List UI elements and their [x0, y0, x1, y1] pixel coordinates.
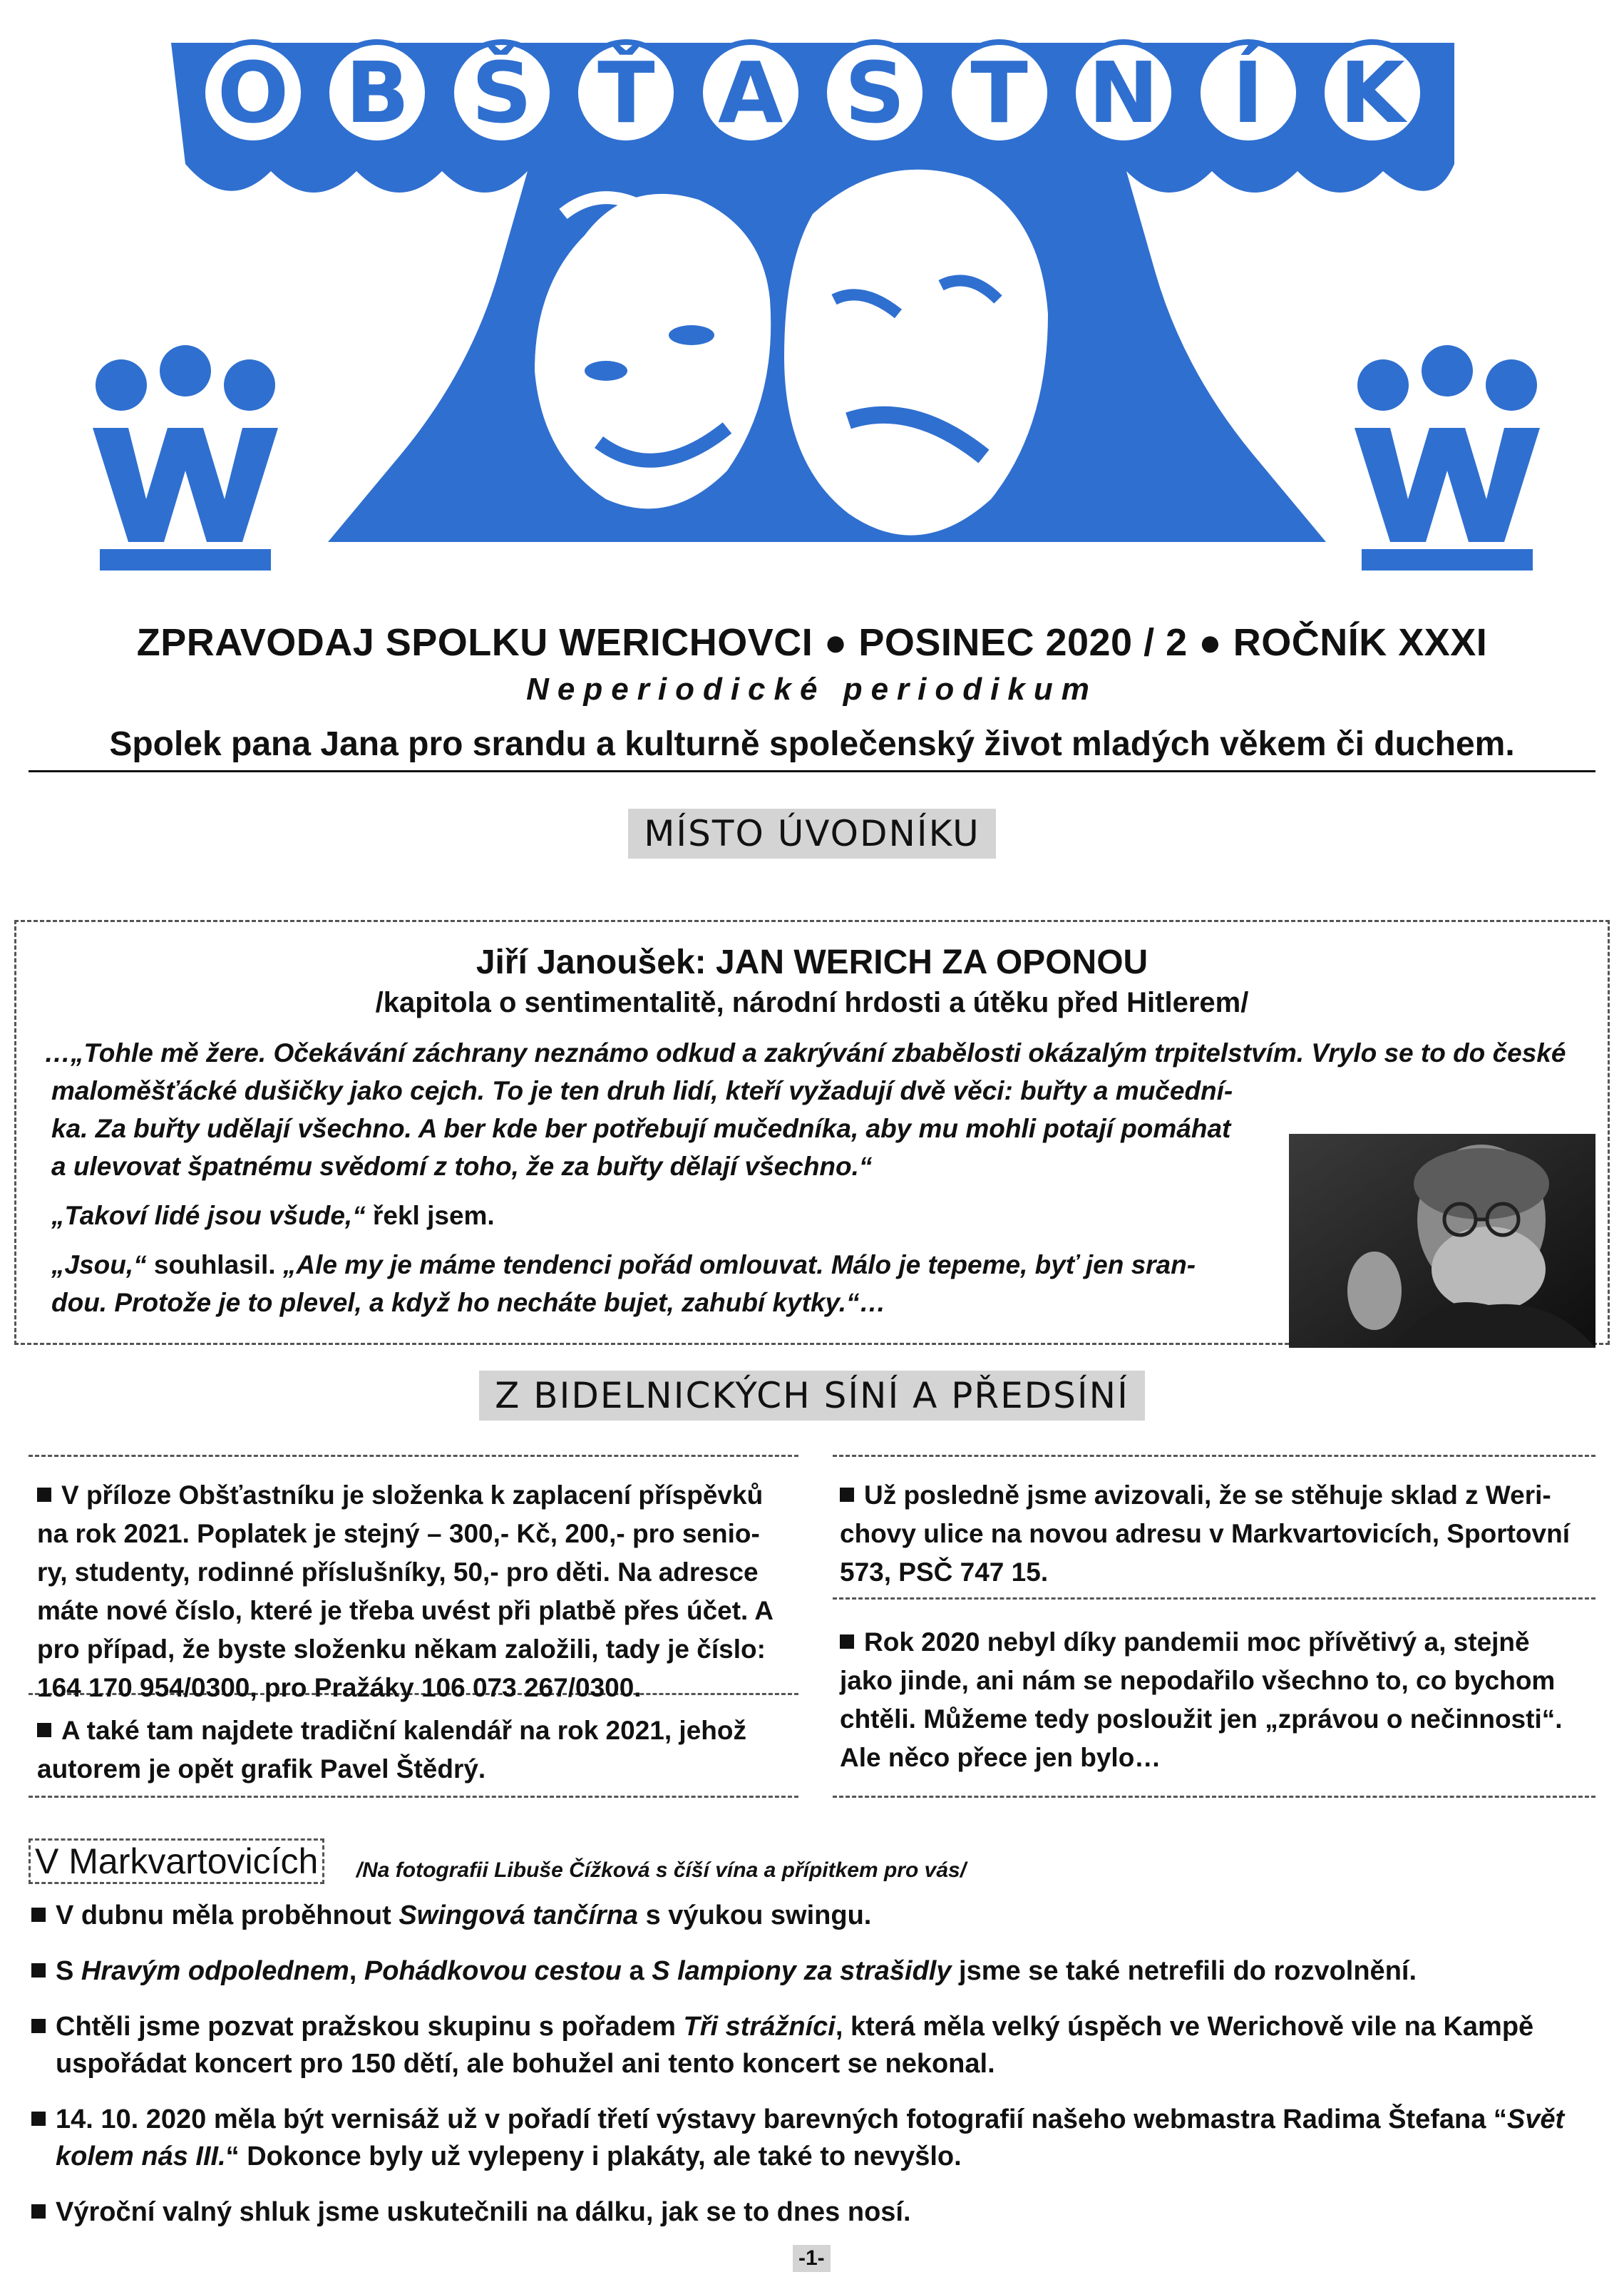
list-item — [31, 2008, 1600, 2082]
text-span: A také tam najdete tradiční kalendář na rok 2021, jehož — [61, 1716, 746, 1745]
quote-line: ka. Za buřty udělají všechno. A ber kde ber potřebují mučedníka, aby mu mohli potají pomáhat — [51, 1114, 1231, 1143]
title-letter: O — [200, 39, 307, 146]
text-line: na rok 2021. Poplatek je stejný – 300,- Kč, 200,- pro senio- — [37, 1519, 760, 1548]
title-letter: S — [821, 39, 928, 146]
text-span: Chtěli jsme pozvat pražskou skupinu s pořadem — [56, 2012, 684, 2042]
quote-line: dou. Protože je to plevel, a když ho necháte bujet, zahubí kytky.“… — [51, 1288, 886, 1317]
text-span: , která měla velký úspěch ve Werichově vile na Kampě — [835, 2012, 1534, 2042]
quote-italic: „Takoví lidé jsou všude,“ — [51, 1201, 366, 1230]
text-line: uspořádat koncert pro 150 dětí, ale bohužel ani tento koncert se nekonal. — [56, 2049, 995, 2079]
title-letter: B — [324, 39, 431, 146]
quote-plain: řekl jsem. — [365, 1201, 495, 1230]
section-heading: Z BIDELNICKÝCH SÍNÍ A PŘEDSÍNÍ — [479, 1371, 1145, 1421]
text-span: “ Dokonce byly už vylepeny i plakáty, ale také to nevyšlo. — [225, 2142, 962, 2171]
square-bullet-icon — [37, 1488, 51, 1502]
text-span: S lampiony za strašidly — [652, 1956, 952, 1986]
divider — [833, 1796, 1595, 1798]
title-letter: N — [1070, 39, 1177, 146]
square-bullet-icon — [31, 2112, 46, 2126]
title-letter: T — [946, 39, 1053, 146]
quote-italic: „Ale my je máme tendenci pořád omlouvat. Málo je tepeme, byť jen sran- — [282, 1250, 1196, 1279]
quote-line: a ulevovat špatnému svědomí z toho, že za buřty dělají všechno.“ — [51, 1152, 873, 1181]
square-bullet-icon — [37, 1723, 51, 1737]
text-span: Hravým odpolednem — [81, 1956, 349, 1986]
list-item — [31, 1897, 1600, 1934]
title-letter: Í — [1195, 39, 1302, 146]
text-span: Swingová tančírna — [399, 1900, 639, 1930]
text-line: chtěli. Můžeme tedy posloužit jen „zprávou o nečinnosti“. — [840, 1704, 1563, 1734]
divider — [29, 1455, 798, 1457]
text-line: 573, PSČ 747 15. — [840, 1557, 1049, 1587]
list-item — [31, 2194, 1600, 2231]
portrait-photo — [1289, 1134, 1595, 1348]
portrait-photo-image — [1289, 1134, 1595, 1348]
text-line — [31, 2138, 1600, 2175]
divider — [29, 1796, 798, 1798]
w-logo-right-icon — [1355, 345, 1540, 570]
text-span: S — [56, 1956, 81, 1986]
square-bullet-icon — [31, 1963, 46, 1977]
text-span: Už posledně jsme avizovali, že se stěhuje sklad z Weri- — [864, 1480, 1551, 1510]
list-item — [31, 2101, 1600, 2175]
divider — [833, 1597, 1595, 1600]
text-line — [31, 2101, 1600, 2138]
page-number: -1- — [793, 2245, 831, 2272]
text-span: Tři strážníci — [683, 2012, 836, 2042]
quote-line: maloměšťácké dušičky jako cejch. To je ten druh lidí, kteří vyžadují dvě věci: buřty a mučední- — [51, 1076, 1233, 1105]
text-line — [37, 1712, 793, 1750]
text-line: 164 170 954/0300, pro Pražáky 106 073 267/0300. — [37, 1673, 642, 1702]
divider — [833, 1455, 1595, 1457]
text-line: autorem je opět grafik Pavel Štědrý. — [37, 1754, 486, 1784]
text-span: Výroční valný shluk jsme uskutečnili na dálku, jak se to dnes nosí. — [56, 2197, 911, 2227]
title-letter: Š — [448, 39, 555, 146]
text-line: pro případ, že byste složenku někam založili, tady je číslo: — [37, 1634, 766, 1664]
text-line: Ale něco přece jen bylo… — [840, 1743, 1161, 1772]
w-logo-left-icon — [93, 345, 278, 570]
text-span: 14. 10. 2020 měla být vernisáž už v pořadí třetí výstavy barevných fotografií našeho webmastra Radima Štefana “ — [56, 2104, 1507, 2134]
quote-plain: souhlasil. — [146, 1250, 283, 1279]
right-column-item — [840, 1476, 1595, 1592]
text-span: Svět — [1506, 2104, 1565, 2134]
text-line — [37, 1476, 793, 1515]
text-span: V příloze Obšťastníku je složenka k zaplacení příspěvků — [61, 1480, 764, 1510]
title-letter: Ť — [572, 39, 679, 146]
text-span: kolem nás III. — [56, 2142, 226, 2171]
masthead-title — [200, 29, 1426, 157]
section-heading: V Markvartovicích — [29, 1838, 324, 1884]
article-title: Jiří Janoušek: JAN WERICH ZA OPONOU — [476, 943, 1148, 981]
newsletter-subtitle: ZPRAVODAJ SPOLKU WERICHOVCI ● POSINEC 2020 / 2 ● ROČNÍK XXXI — [136, 621, 1488, 664]
title-letter: K — [1319, 39, 1426, 146]
text-line: ry, studenty, rodinné příslušníky, 50,- pro děti. Na adresce — [37, 1557, 759, 1587]
markvartovice-heading-row — [29, 1838, 966, 1884]
left-column-item — [37, 1712, 793, 1789]
section-heading-wrap — [0, 1375, 1624, 1416]
square-bullet-icon — [31, 2019, 46, 2033]
text-line: máte nové číslo, které je třeba uvést při platbě přes účet. A — [37, 1596, 774, 1625]
text-line — [840, 1476, 1595, 1515]
section-heading: MÍSTO ÚVODNÍKU — [628, 809, 995, 859]
text-span: a — [621, 1956, 652, 1986]
newsletter-slogan: Spolek pana Jana pro srandu a kulturně společenský život mladých věkem či duchem. — [109, 725, 1515, 763]
text-line: jako jinde, ani nám se nepodařilo všechno to, co bychom — [840, 1666, 1556, 1695]
list-item — [31, 1953, 1600, 1990]
text-span: Rok 2020 nebyl díky pandemii moc přívětivý a, stejně — [864, 1627, 1530, 1657]
photo-caption: /Na fotografii Libuše Čížková s číší vína a přípitkem pro vás/ — [356, 1858, 967, 1882]
text-span: jsme se také netrefili do rozvolnění. — [951, 1956, 1417, 1986]
text-span: V dubnu měla proběhnout — [56, 1900, 399, 1930]
quote-italic: „Jsou,“ — [51, 1250, 147, 1279]
right-column-item — [840, 1623, 1595, 1777]
text-line — [31, 2008, 1600, 2045]
square-bullet-icon — [840, 1634, 854, 1649]
square-bullet-icon — [31, 2204, 46, 2219]
section-heading-wrap — [0, 813, 1624, 854]
quote-line: …„Tohle mě žere. Očekávání záchrany neznámo odkud a zakrývání zbabělosti okázalým trpitelstvím. Vrylo se to do české — [44, 1038, 1566, 1068]
text-span: Pohádkovou cestou — [364, 1956, 622, 1986]
text-line — [840, 1623, 1595, 1662]
text-span: , — [349, 1956, 364, 1986]
article-subtitle: /kapitola o sentimentalitě, národní hrdosti a útěku před Hitlerem/ — [375, 987, 1249, 1018]
square-bullet-icon — [840, 1488, 854, 1502]
square-bullet-icon — [31, 1908, 46, 1922]
masthead — [43, 0, 1581, 613]
event-list — [31, 1897, 1600, 2231]
title-letter: A — [697, 39, 804, 146]
text-span: s výukou swingu. — [638, 1900, 872, 1930]
left-column-item — [37, 1476, 793, 1707]
text-line: chovy ulice na novou adresu v Markvartovicích, Sportovní — [840, 1519, 1570, 1548]
newsletter-tagline: Neperiodické periodikum — [526, 672, 1098, 707]
header-rule — [29, 770, 1595, 772]
